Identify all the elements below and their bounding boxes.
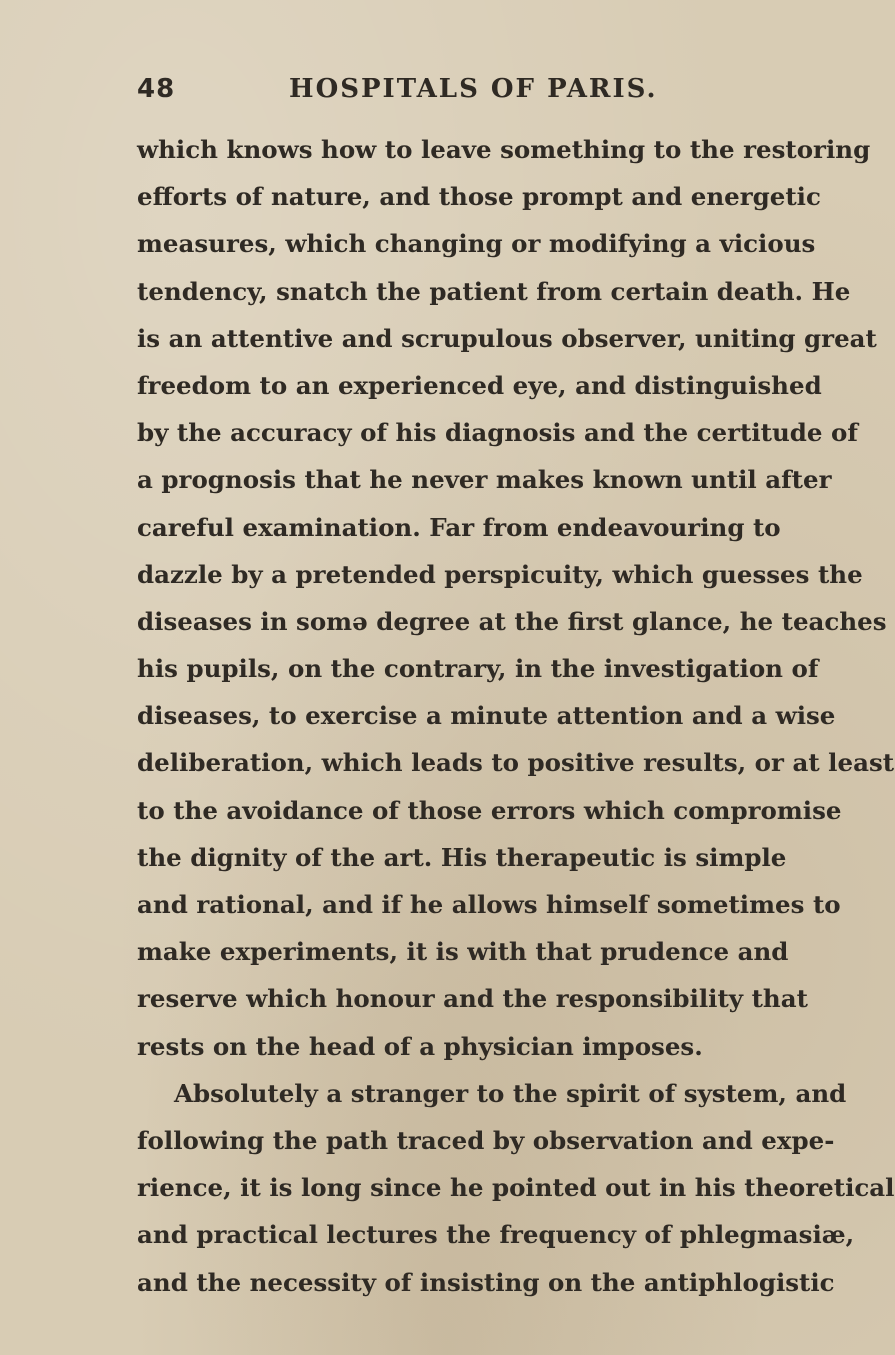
text-line: is an attentive and scrupulous observer, uniting great	[137, 323, 877, 353]
text-line: to the avoidance of those errors which compromise	[137, 795, 842, 825]
body-text	[137, 126, 895, 1306]
text-line: deliberation, which leads to positive results, or at least	[137, 748, 895, 778]
text-line: reserve which honour and the responsibility that	[137, 984, 808, 1014]
text-line: and the necessity of insisting on the antiphlogistic	[137, 1267, 835, 1297]
text-line: measures, which changing or modifying a vicious	[137, 229, 816, 259]
text-line: diseases in somə degree at the first glance, he teaches	[137, 606, 887, 636]
running-title: HOSPITALS OF PARIS.	[289, 74, 658, 104]
paragraph-start-line: Absolutely a stranger to the spirit of system, and	[174, 1078, 847, 1108]
text-line: tendency, snatch the patient from certain death. He	[137, 276, 851, 306]
paragraph-end-line: rests on the head of a physician imposes.	[137, 1031, 703, 1061]
text-line: diseases, to exercise a minute attention and a wise	[137, 701, 836, 731]
text-line: dazzle by a pretended perspicuity, which guesses the	[137, 559, 863, 589]
text-line: the dignity of the art. His therapeutic is simple	[137, 842, 787, 872]
text-line: and practical lectures the frequency of phlegmasiæ,	[137, 1220, 855, 1250]
text-line: careful examination. Far from endeavouring to	[137, 512, 781, 542]
text-line: make experiments, it is with that prudence and	[137, 937, 789, 967]
running-head	[137, 74, 777, 114]
text-line: following the path traced by observation and expe-	[137, 1125, 835, 1155]
text-line: rience, it is long since he pointed out in his theoretical	[137, 1173, 895, 1203]
text-line: his pupils, on the contrary, in the investigation of	[137, 654, 819, 684]
text-line: freedom to an experienced eye, and distinguished	[137, 370, 822, 400]
text-line: efforts of nature, and those prompt and energetic	[137, 182, 821, 212]
text-line: a prognosis that he never makes known until after	[137, 465, 832, 495]
text-line: and rational, and if he allows himself sometimes to	[137, 890, 841, 919]
text-line: by the accuracy of his diagnosis and the certitude of	[137, 418, 858, 448]
text-line: which knows how to leave something to the restoring	[137, 135, 871, 164]
page-number: 48	[137, 74, 176, 104]
